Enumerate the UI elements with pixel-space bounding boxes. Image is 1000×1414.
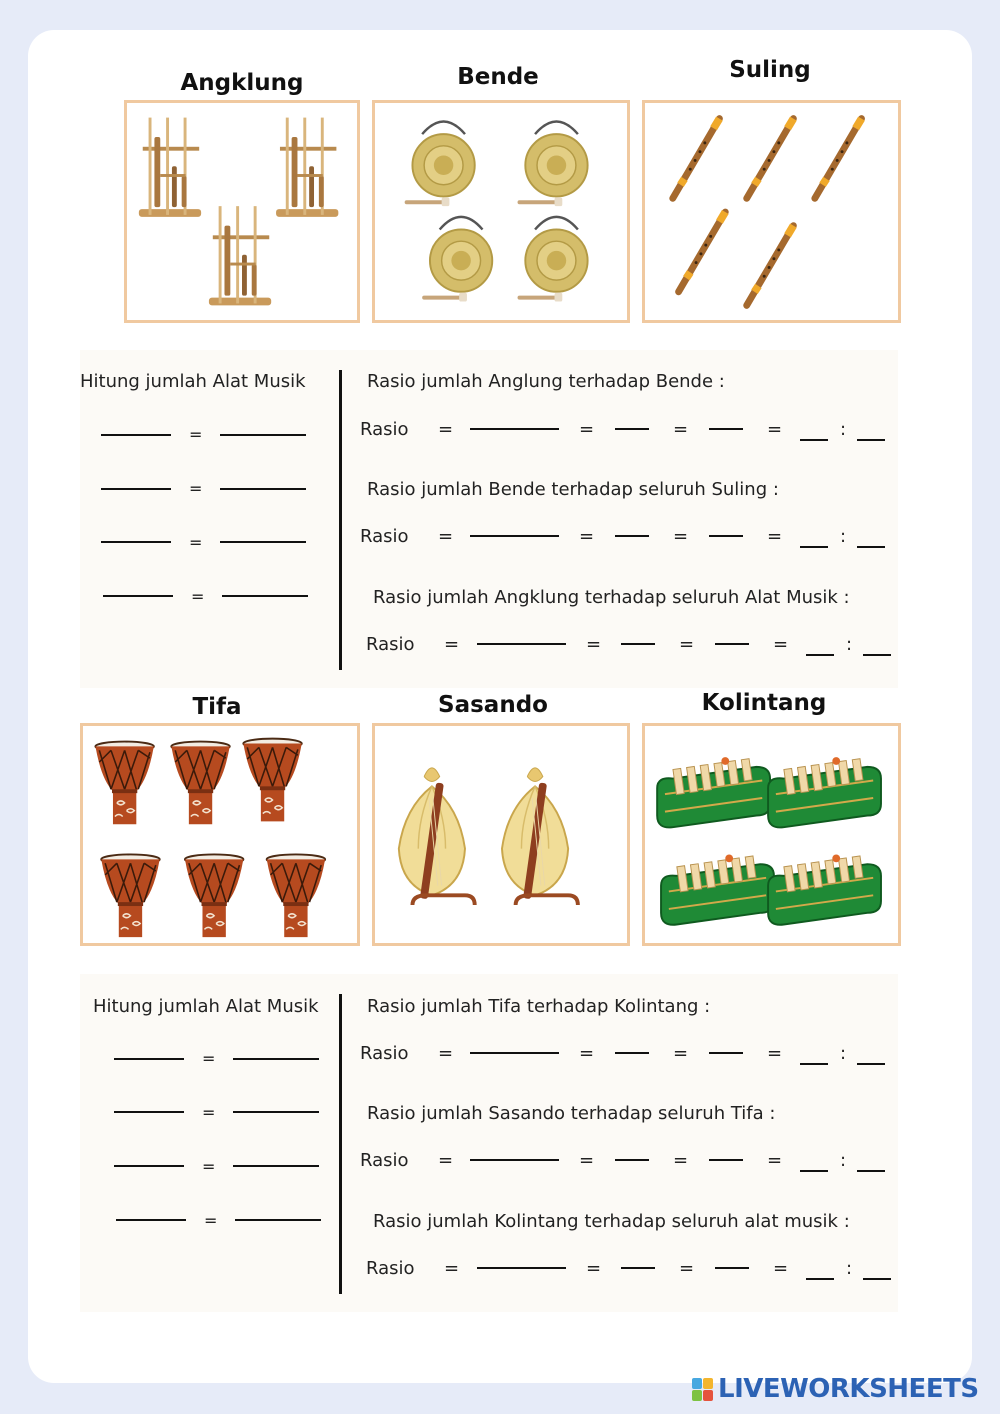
rasio-label: Rasio <box>360 526 409 547</box>
equals-sign: = <box>202 1157 216 1176</box>
equals-sign: = <box>679 634 695 655</box>
ratio-blank-short[interactable] <box>709 1052 743 1054</box>
tifa-illustration <box>83 726 357 943</box>
count-blank-b[interactable] <box>220 434 306 436</box>
ratio-blank-short[interactable] <box>709 535 743 537</box>
angklung-1 <box>139 118 201 217</box>
ratio-blank-long[interactable] <box>477 643 566 645</box>
ratio-blank-short[interactable] <box>615 1159 649 1161</box>
tifa-1 <box>95 742 153 825</box>
count-blank-a[interactable] <box>101 488 171 490</box>
ratio-blank-long[interactable] <box>470 1159 559 1161</box>
count-blank-a[interactable] <box>116 1219 186 1221</box>
rasio-label: Rasio <box>366 634 415 655</box>
liveworksheets-logo <box>692 1374 979 1404</box>
rasio-label: Rasio <box>360 419 409 440</box>
suling-5 <box>747 226 794 306</box>
colon: : <box>840 1043 847 1064</box>
kolintang-4 <box>768 854 881 924</box>
count-blank-b[interactable] <box>222 595 308 597</box>
question-1: Rasio jumlah Anglung terhadap Bende : <box>367 371 725 392</box>
equals-sign: = <box>579 526 595 547</box>
count-blank-a[interactable] <box>101 434 171 436</box>
equals-sign: = <box>579 1150 595 1171</box>
divider-1 <box>339 370 342 670</box>
equals-sign: = <box>189 479 203 498</box>
title-tifa: Tifa <box>192 694 242 720</box>
count-blank-a[interactable] <box>114 1058 184 1060</box>
colon: : <box>840 1150 847 1171</box>
ratio-blank-short[interactable] <box>621 643 655 645</box>
equals-sign: = <box>673 1150 689 1171</box>
divider-2 <box>339 994 342 1294</box>
kolintang-image-box <box>642 723 901 946</box>
ratio-blank-short[interactable] <box>709 428 743 430</box>
equals-sign: = <box>673 1043 689 1064</box>
equals-sign: = <box>579 419 595 440</box>
brand-name: LIVEWORKSHEETS <box>718 1374 979 1404</box>
equals-sign: = <box>767 1150 783 1171</box>
ratio-blank-long[interactable] <box>477 1267 566 1269</box>
ratio-blank-long[interactable] <box>470 535 559 537</box>
suling-3 <box>815 119 862 199</box>
tifa-5 <box>185 854 243 937</box>
sasando-1 <box>399 768 475 905</box>
equals-sign: = <box>673 419 689 440</box>
equals-sign: = <box>767 526 783 547</box>
equals-sign: = <box>191 587 205 606</box>
equals-sign: = <box>438 419 454 440</box>
colon: : <box>840 419 847 440</box>
angklung-illustration <box>127 103 357 320</box>
tifa-2 <box>171 742 229 825</box>
count-label-1: Hitung jumlah Alat Musik <box>80 371 306 392</box>
suling-2 <box>747 119 794 199</box>
equals-sign: = <box>579 1043 595 1064</box>
title-bende: Bende <box>457 64 539 90</box>
kolintang-1 <box>657 757 770 827</box>
ratio-blank-right[interactable] <box>863 654 891 656</box>
sasando-image-box <box>372 723 630 946</box>
ratio-blank-short[interactable] <box>715 643 749 645</box>
equals-sign: = <box>773 634 789 655</box>
equals-sign: = <box>189 425 203 444</box>
question-2: Rasio jumlah Bende terhadap seluruh Suling : <box>367 479 779 500</box>
count-blank-a[interactable] <box>114 1111 184 1113</box>
ratio-blank-right[interactable] <box>857 1170 885 1172</box>
title-sasando: Sasando <box>438 692 548 718</box>
angklung-3 <box>209 206 271 305</box>
equals-sign: = <box>189 533 203 552</box>
equals-sign: = <box>202 1103 216 1122</box>
ratio-blank-right[interactable] <box>863 1278 891 1280</box>
gong-2 <box>518 121 588 206</box>
kolintang-2 <box>768 757 881 827</box>
equals-sign: = <box>202 1049 216 1068</box>
tifa-image-box <box>80 723 360 946</box>
ratio-blank-right[interactable] <box>857 546 885 548</box>
title-kolintang: Kolintang <box>701 690 827 716</box>
equals-sign: = <box>438 1043 454 1064</box>
rasio-label: Rasio <box>366 1258 415 1279</box>
ratio-blank-short[interactable] <box>709 1159 743 1161</box>
equals-sign: = <box>673 526 689 547</box>
kolintang-3 <box>661 854 774 924</box>
gong-1 <box>405 121 475 206</box>
ratio-blank-short[interactable] <box>621 1267 655 1269</box>
colon: : <box>840 526 847 547</box>
question-4: Rasio jumlah Tifa terhadap Kolintang : <box>367 996 711 1017</box>
ratio-blank-long[interactable] <box>470 1052 559 1054</box>
count-blank-a[interactable] <box>103 595 173 597</box>
angklung-image-box <box>124 100 360 323</box>
count-blank-b[interactable] <box>233 1111 319 1113</box>
ratio-blank-short[interactable] <box>615 1052 649 1054</box>
equals-sign: = <box>767 1043 783 1064</box>
sasando-2 <box>502 768 578 905</box>
kolintang-illustration <box>645 726 898 943</box>
question-5: Rasio jumlah Sasando terhadap seluruh Tifa : <box>367 1103 776 1124</box>
equals-sign: = <box>444 1258 460 1279</box>
ratio-blank-left[interactable] <box>800 546 828 548</box>
equals-sign: = <box>767 419 783 440</box>
suling-1 <box>673 119 720 199</box>
count-blank-a[interactable] <box>101 541 171 543</box>
tifa-3 <box>243 739 301 822</box>
ratio-blank-short[interactable] <box>615 428 649 430</box>
suling-image-box <box>642 100 901 323</box>
suling-illustration <box>645 103 898 320</box>
title-angklung: Angklung <box>180 70 304 96</box>
count-blank-b[interactable] <box>220 541 306 543</box>
ratio-blank-short[interactable] <box>615 535 649 537</box>
equals-sign: = <box>679 1258 695 1279</box>
count-blank-b[interactable] <box>233 1058 319 1060</box>
count-blank-b[interactable] <box>233 1165 319 1167</box>
question-6: Rasio jumlah Kolintang terhadap seluruh alat musik : <box>373 1211 850 1232</box>
bende-illustration <box>375 103 627 320</box>
gong-4 <box>518 217 588 302</box>
gong-3 <box>422 217 492 302</box>
ratio-blank-left[interactable] <box>806 654 834 656</box>
rasio-label: Rasio <box>360 1150 409 1171</box>
angklung-2 <box>276 118 338 217</box>
equals-sign: = <box>586 1258 602 1279</box>
count-blank-b[interactable] <box>235 1219 321 1221</box>
equals-sign: = <box>438 526 454 547</box>
count-blank-b[interactable] <box>220 488 306 490</box>
ratio-blank-left[interactable] <box>800 1170 828 1172</box>
rasio-label: Rasio <box>360 1043 409 1064</box>
ratio-blank-left[interactable] <box>800 1063 828 1065</box>
question-3: Rasio jumlah Angklung terhadap seluruh Alat Musik : <box>373 587 850 608</box>
title-suling: Suling <box>729 57 811 83</box>
sasando-illustration <box>375 726 627 943</box>
equals-sign: = <box>586 634 602 655</box>
ratio-blank-long[interactable] <box>470 428 559 430</box>
count-blank-a[interactable] <box>114 1165 184 1167</box>
suling-4 <box>679 212 726 292</box>
liveworksheets-icon <box>692 1378 714 1402</box>
bende-image-box <box>372 100 630 323</box>
ratio-blank-left[interactable] <box>806 1278 834 1280</box>
ratio-blank-short[interactable] <box>715 1267 749 1269</box>
equals-sign: = <box>204 1211 218 1230</box>
tifa-4 <box>101 854 159 937</box>
colon: : <box>846 634 853 655</box>
equals-sign: = <box>773 1258 789 1279</box>
ratio-blank-right[interactable] <box>857 1063 885 1065</box>
count-label-2: Hitung jumlah Alat Musik <box>93 996 319 1017</box>
ratio-blank-left[interactable] <box>800 439 828 441</box>
tifa-6 <box>267 854 325 937</box>
colon: : <box>846 1258 853 1279</box>
equals-sign: = <box>444 634 460 655</box>
equals-sign: = <box>438 1150 454 1171</box>
ratio-blank-right[interactable] <box>857 439 885 441</box>
